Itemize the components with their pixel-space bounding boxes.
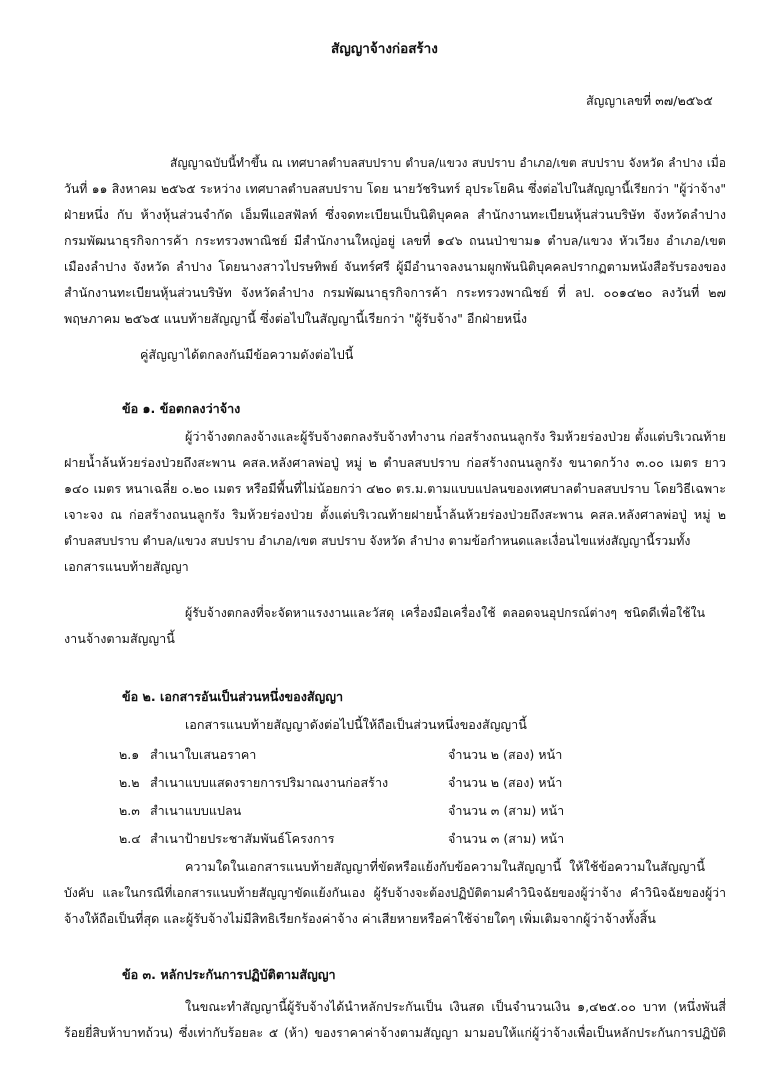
preamble-line: กรมพัฒนาธุรกิจการค้า กระทรวงพาณิชย์ มีสำนักงานใหญ่อยู่ เลขที่ ๑๔๖ ถนนป่าขาม๑ ตำบล/แขวง หัวเวียง อำเภอ/เขต (64, 233, 726, 248)
clause-2-intro: เอกสารแนบท้ายสัญญาดังต่อไปนี้ให้ถือเป็นส่วนหนึ่งของสัญญานี้ (185, 717, 527, 732)
attachment-count: จำนวน ๓ (สาม) หน้า (448, 803, 565, 818)
attachment-name: สำเนาป้ายประชาสัมพันธ์โครงการ (150, 831, 335, 846)
contract-number: สัญญาเลขที่ ๓๗/๒๕๖๕ (586, 93, 713, 108)
document-title: สัญญาจ้างก่อสร้าง (331, 41, 438, 57)
preamble-line: พฤษภาคม ๒๕๖๕ แนบท้ายสัญญานี้ ซึ่งต่อไปในสัญญานี้เรียกว่า "ผู้รับจ้าง" อีกฝ่ายหนึ่ง (64, 311, 527, 326)
agreed-line: คู่สัญญาได้ตกลงกันมีข้อความดังต่อไปนี้ (140, 347, 354, 362)
attachment-number: ๒.๒ (119, 775, 140, 790)
clause-3-heading: ข้อ ๓. หลักประกันการปฏิบัติตามสัญญา (122, 967, 336, 982)
attachment-number: ๒.๔ (119, 831, 141, 846)
attachment-number: ๒.๓ (119, 803, 140, 818)
attachment-name: สำเนาใบเสนอราคา (150, 747, 257, 762)
clause-1-line: ผู้ว่าจ้างตกลงจ้างและผู้รับจ้างตกลงรับจ้างทำงาน ก่อสร้างถนนลูกรัง ริมห้วยร่องป่วย ตั้งแต่บริเวณท้าย (185, 429, 726, 444)
clause-3-line: ในขณะทำสัญญานี้ผู้รับจ้างได้นำหลักประกันเป็น เงินสด เป็นจำนวนเงิน ๑,๔๒๕.๐๐ บาท (หนึ่งพันสี่ (185, 999, 726, 1014)
attachment-count: จำนวน ๒ (สอง) หน้า (448, 775, 563, 790)
attachment-count: จำนวน ๓ (สาม) หน้า (448, 831, 565, 846)
preamble-line: เมืองลำปาง จังหวัด ลำปาง โดยนางสาวไปรษทิพย์ จันทร์ศรี ผู้มีอำนาจลงนามผูกพันนิติบุคคลปรากฏตามหนังสือรับรองของ (64, 259, 726, 274)
preamble-line: วันที่ ๑๑ สิงหาคม ๒๕๖๕ ระหว่าง เทศบาลตำบลสบปราบ โดย นายวัชรินทร์ อุประโยคิน ซึ่งต่อไปในสัญญานี้เรียกว่า "ผู้ว่าจ้าง" (64, 182, 726, 196)
clause-2-heading: ข้อ ๒. เอกสารอันเป็นส่วนหนึ่งของสัญญา (122, 689, 344, 704)
clause-1-line: ๑๔๐ เมตร หนาเฉลี่ย ๐.๒๐ เมตร หรือมีพื้นที่ไม่น้อยกว่า ๔๒๐ ตร.ม.ตามแบบแปลนของเทศบาลตำบลสบปราบ โดยวิธีเฉพาะ (64, 481, 726, 496)
preamble-line: สำนักงานทะเบียนหุ้นส่วนบริษัท จังหวัดลำปาง กรมพัฒนาธุรกิจการค้า กระทรวงพาณิชย์ ที่ ลป. ๐๐๑๔๒๐ ลงวันที่ ๒๗ (64, 285, 726, 300)
clause-1-line: ฝายน้ำล้นห้วยร่องป่วยถึงสะพาน คสล.หลังศาลพ่อปู่ หมู่ ๒ ตำบลสบปราบ ก่อสร้างถนนลูกรัง ขนาดกว้าง ๓.๐๐ เมตร ยาว (64, 455, 726, 470)
clause-1-line: เอกสารแนบท้ายสัญญา (64, 559, 189, 574)
clause-1-line: งานจ้างตามสัญญานี้ (64, 631, 175, 646)
attachment-name: สำเนาแบบแสดงรายการปริมาณงานก่อสร้าง (150, 775, 389, 790)
clause-2-line: จ้างให้ถือเป็นที่สุด และผู้รับจ้างไม่มีสิทธิเรียกร้องค่าจ้าง ค่าเสียหายหรือค่าใช้จ่ายใดๆ เพิ่มเติมจากผู้ว่าจ้างทั้งสิ้น (64, 911, 656, 926)
preamble-line: สัญญาฉบับนี้ทำขึ้น ณ เทศบาลตำบลสบปราบ ตำบล/แขวง สบปราบ อำเภอ/เขต สบปราบ จังหวัด ลำปาง เมื่อ (170, 156, 726, 170)
clause-2-line: บังคับ และในกรณีที่เอกสารแนบท้ายสัญญาขัดแย้งกันเอง ผู้รับจ้างจะต้องปฏิบัติตามคำวินิจฉัยของผู้ว่าจ้าง คำวินิจฉัยของผู้ว่า (64, 886, 726, 900)
clause-1-line: เจาะจง ณ ก่อสร้างถนนลูกรัง ริมห้วยร่องป่วย ตั้งแต่บริเวณท้ายฝายน้ำล้นห้วยร่องป่วยถึงสะพาน คสล.หลังศาลพ่อปู่ หมู่ ๒ (64, 507, 726, 522)
attachment-count: จำนวน ๒ (สอง) หน้า (448, 747, 563, 762)
clause-3-line: ร้อยยี่สิบห้าบาทถ้วน) ซึ่งเท่ากับร้อยละ ๕ (ห้า) ของราคาค่าจ้างตามสัญญา มามอบให้แก่ผู้ว่าจ้างเพื่อเป็นหลักประกันการปฏิบัติ (64, 1026, 726, 1040)
attachment-name: สำเนาแบบแปลน (150, 803, 242, 818)
preamble-line: ฝ่ายหนึ่ง กับ ห้างหุ้นส่วนจำกัด เอ็มพีแอสฟัลท์ ซึ่งจดทะเบียนเป็นนิติบุคคล สำนักงานทะเบียนหุ้นส่วนบริษัท จังหวัดลำปาง (64, 207, 726, 222)
clause-1-heading: ข้อ ๑. ข้อตกลงว่าจ้าง (122, 401, 241, 416)
attachment-number: ๒.๑ (119, 747, 140, 762)
clause-1-line: ผู้รับจ้างตกลงที่จะจัดหาแรงงานและวัสดุ เครื่องมือเครื่องใช้ ตลอดจนอุปกรณ์ต่างๆ ชนิดดีเพื่อใช้ใน (185, 606, 705, 620)
clause-2-line: ความใดในเอกสารแนบท้ายสัญญาที่ขัดหรือแย้งกับข้อความในสัญญานี้ ให้ใช้ข้อความในสัญญานี้ (185, 859, 705, 874)
clause-1-line: ตำบลสบปราบ ตำบล/แขวง สบปราบ อำเภอ/เขต สบปราบ จังหวัด ลำปาง ตามข้อกำหนดและเงื่อนไขแห่งสัญญานี้รวมทั้ง (64, 534, 691, 548)
